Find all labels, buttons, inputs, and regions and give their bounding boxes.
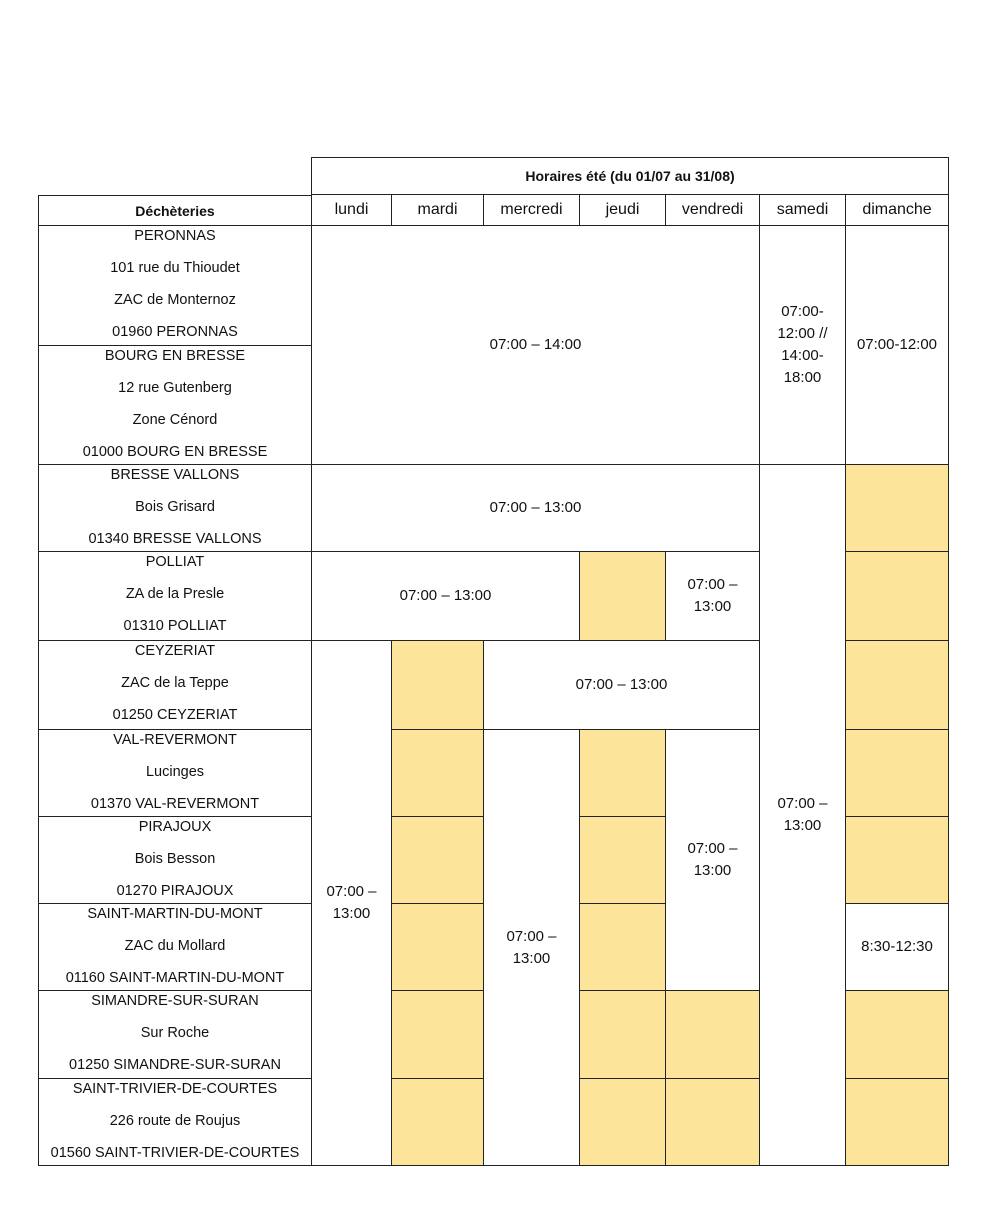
- site-address-line: 226 route de Roujus: [109, 1113, 241, 1129]
- site-val-revermont: [38, 730, 312, 817]
- site-ceyzeriat: [38, 641, 312, 730]
- closed-cell: [392, 730, 484, 817]
- site-saint-martin: [38, 904, 312, 991]
- site-name: POLLIAT: [145, 554, 205, 570]
- day-header-vendredi: vendredi: [666, 195, 760, 226]
- site-postal-city: 01250 SIMANDRE-SUR-SURAN: [69, 1057, 281, 1073]
- site-postal-city: 01160 SAINT-MARTIN-DU-MONT: [65, 970, 285, 986]
- site-postal-city: 01370 VAL-REVERMONT: [90, 796, 260, 812]
- site-simandre: [38, 991, 312, 1079]
- closed-cell: [392, 641, 484, 730]
- site-name: VAL-REVERMONT: [113, 732, 237, 748]
- site-name: PERONNAS: [134, 228, 216, 244]
- closed-cell: [846, 817, 949, 904]
- site-address-line: 101 rue du Thioudet: [110, 260, 240, 276]
- hours-cell: 07:00 – 13:00: [666, 552, 760, 641]
- closed-cell: [580, 1079, 666, 1166]
- site-postal-city: 01560 SAINT-TRIVIER-DE-COURTES: [50, 1145, 300, 1161]
- site-postal-city: 01310 POLLIAT: [123, 618, 227, 634]
- site-name: SIMANDRE-SUR-SURAN: [91, 993, 259, 1009]
- hours-cell: 07:00 – 13:00: [484, 641, 760, 730]
- site-postal-city: 01960 PERONNAS: [112, 324, 238, 340]
- day-header-mercredi: mercredi: [484, 195, 580, 226]
- site-polliat: [38, 552, 312, 641]
- site-postal-city: 01250 CEYZERIAT: [112, 707, 238, 723]
- closed-cell: [666, 991, 760, 1079]
- hours-cell: 07:00- 12:00 // 14:00- 18:00: [760, 226, 846, 465]
- site-address-line: ZAC de Monternoz: [114, 292, 236, 308]
- site-address-line: Sur Roche: [140, 1025, 210, 1041]
- closed-cell: [580, 552, 666, 641]
- site-address-line: ZA de la Presle: [125, 586, 225, 602]
- site-name: BOURG EN BRESSE: [104, 348, 246, 364]
- hours-cell: 07:00 – 13:00: [666, 730, 760, 991]
- closed-cell: [392, 991, 484, 1079]
- site-bresse-vallons: [38, 465, 312, 552]
- closed-cell: [846, 991, 949, 1079]
- closed-cell: [580, 991, 666, 1079]
- site-address-line: 12 rue Gutenberg: [118, 380, 232, 396]
- site-name: SAINT-TRIVIER-DE-COURTES: [72, 1081, 278, 1097]
- closed-cell: [846, 641, 949, 730]
- hours-cell: 07:00 – 13:00: [311, 552, 580, 641]
- site-peronnas: [38, 226, 312, 346]
- day-header-jeudi: jeudi: [580, 195, 666, 226]
- hours-cell: 07:00 – 13:00: [311, 465, 760, 552]
- site-pirajoux: [38, 817, 312, 904]
- site-address-line: Zone Cénord: [132, 412, 218, 428]
- site-name: PIRAJOUX: [138, 819, 212, 835]
- day-header-mardi: mardi: [392, 195, 484, 226]
- hours-cell: 07:00 – 13:00: [760, 465, 846, 1166]
- site-saint-trivier: [38, 1079, 312, 1166]
- closed-cell: [846, 730, 949, 817]
- hours-cell: 07:00-12:00: [846, 226, 949, 465]
- closed-cell: [580, 904, 666, 991]
- closed-cell: [392, 904, 484, 991]
- site-address-line: Bois Besson: [134, 851, 216, 867]
- site-column-header: Déchèteries: [38, 195, 312, 226]
- day-header-dimanche: dimanche: [846, 195, 949, 226]
- closed-cell: [392, 1079, 484, 1166]
- hours-cell: 07:00 – 13:00: [311, 641, 392, 1166]
- site-name: BRESSE VALLONS: [110, 467, 240, 483]
- site-postal-city: 01000 BOURG EN BRESSE: [82, 444, 268, 460]
- site-postal-city: 01340 BRESSE VALLONS: [88, 531, 262, 547]
- closed-cell: [580, 817, 666, 904]
- site-postal-city: 01270 PIRAJOUX: [116, 883, 234, 899]
- closed-cell: [580, 730, 666, 817]
- hours-cell: 8:30-12:30: [846, 904, 949, 991]
- hours-cell: 07:00 – 14:00: [311, 226, 760, 465]
- site-address-line: Bois Grisard: [135, 499, 215, 515]
- closed-cell: [846, 465, 949, 552]
- site-name: SAINT-MARTIN-DU-MONT: [87, 906, 263, 922]
- closed-cell: [846, 552, 949, 641]
- closed-cell: [666, 1079, 760, 1166]
- closed-cell: [846, 1079, 949, 1166]
- day-header-lundi: lundi: [311, 195, 392, 226]
- site-address-line: Lucinges: [145, 764, 205, 780]
- site-bourg: [38, 346, 312, 465]
- closed-cell: [392, 817, 484, 904]
- day-header-samedi: samedi: [760, 195, 846, 226]
- hours-cell: 07:00 – 13:00: [484, 730, 580, 1166]
- schedule-title: Horaires été (du 01/07 au 31/08): [311, 157, 949, 195]
- site-address-line: ZAC de la Teppe: [121, 675, 229, 691]
- site-address-line: ZAC du Mollard: [124, 938, 226, 954]
- site-name: CEYZERIAT: [134, 643, 216, 659]
